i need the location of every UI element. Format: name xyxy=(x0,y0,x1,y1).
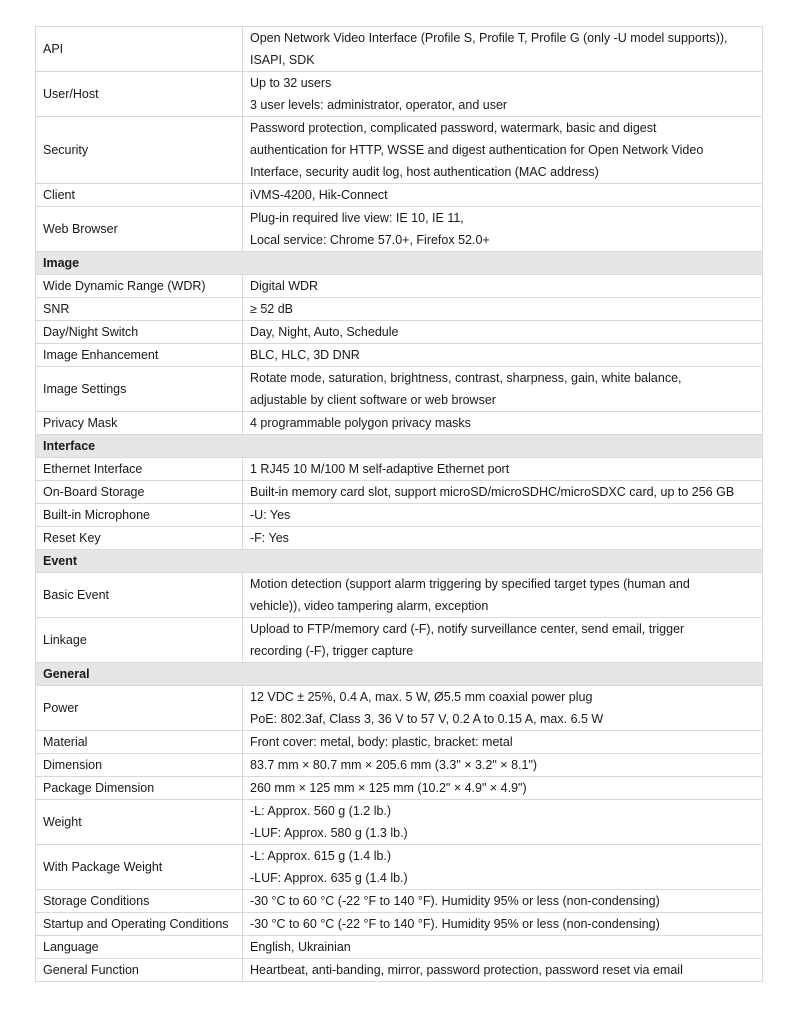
spec-label: Web Browser xyxy=(36,207,243,252)
section-title: General xyxy=(36,663,763,686)
spec-row xyxy=(36,481,763,504)
spec-row xyxy=(36,367,763,412)
spec-value-line: Plug-in required live view: IE 10, IE 11, xyxy=(250,211,464,225)
spec-value xyxy=(243,321,763,344)
spec-label: Language xyxy=(36,936,243,959)
spec-value-line: Day, Night, Auto, Schedule xyxy=(250,325,399,339)
spec-value xyxy=(243,731,763,754)
spec-label: Privacy Mask xyxy=(36,412,243,435)
spec-value-line: Interface, security audit log, host authentication (MAC address) xyxy=(250,165,599,179)
spec-row xyxy=(36,184,763,207)
spec-row xyxy=(36,504,763,527)
spec-label: Built-in Microphone xyxy=(36,504,243,527)
spec-row xyxy=(36,527,763,550)
spec-value-line: Local service: Chrome 57.0+, Firefox 52.0+ xyxy=(250,233,490,247)
spec-label: On-Board Storage xyxy=(36,481,243,504)
spec-value-line: Digital WDR xyxy=(250,279,319,293)
spec-row xyxy=(36,959,763,982)
spec-value xyxy=(243,936,763,959)
spec-value xyxy=(243,686,763,731)
spec-value xyxy=(243,458,763,481)
spec-value-line: 3 user levels: administrator, operator, and user xyxy=(250,98,508,112)
spec-value xyxy=(243,207,763,252)
spec-label: User/Host xyxy=(36,72,243,117)
spec-table-body xyxy=(36,27,763,982)
spec-value-line: Password protection, complicated password, watermark, basic and digest xyxy=(250,121,657,135)
spec-label: Storage Conditions xyxy=(36,890,243,913)
spec-value-line: 4 programmable polygon privacy masks xyxy=(250,416,471,430)
spec-value xyxy=(243,777,763,800)
spec-row xyxy=(36,890,763,913)
spec-row xyxy=(36,845,763,890)
spec-value xyxy=(243,913,763,936)
spec-value-line: recording (-F), trigger capture xyxy=(250,644,414,658)
spec-value xyxy=(243,117,763,184)
section-title: Event xyxy=(36,550,763,573)
spec-value-line: Rotate mode, saturation, brightness, contrast, sharpness, gain, white balance, xyxy=(250,371,682,385)
spec-value xyxy=(243,481,763,504)
spec-row xyxy=(36,573,763,618)
section-header-row xyxy=(36,550,763,573)
spec-value-line: -30 °C to 60 °C (-22 °F to 140 °F). Humidity 95% or less (non-condensing) xyxy=(250,917,660,931)
spec-label: API xyxy=(36,27,243,72)
spec-label: Day/Night Switch xyxy=(36,321,243,344)
spec-value xyxy=(243,845,763,890)
spec-value xyxy=(243,890,763,913)
spec-row xyxy=(36,800,763,845)
spec-value-line: -30 °C to 60 °C (-22 °F to 140 °F). Humidity 95% or less (non-condensing) xyxy=(250,894,660,908)
spec-label: Startup and Operating Conditions xyxy=(36,913,243,936)
spec-value-line: ≥ 52 dB xyxy=(250,302,293,316)
spec-label: Ethernet Interface xyxy=(36,458,243,481)
spec-value xyxy=(243,298,763,321)
spec-value xyxy=(243,527,763,550)
spec-label: Security xyxy=(36,117,243,184)
spec-label: Power xyxy=(36,686,243,731)
spec-label: Image Settings xyxy=(36,367,243,412)
spec-value xyxy=(243,275,763,298)
spec-value-line: -LUF: Approx. 635 g (1.4 lb.) xyxy=(250,871,408,885)
spec-value-line: authentication for HTTP, WSSE and digest authentication for Open Network Video xyxy=(250,143,704,157)
spec-value-line: Built-in memory card slot, support microSD/microSDHC/microSDXC card, up to 256 GB xyxy=(250,485,735,499)
spec-value xyxy=(243,72,763,117)
spec-value-line: 260 mm × 125 mm × 125 mm (10.2" × 4.9" × 4.9") xyxy=(250,781,527,795)
spec-value-line: -U: Yes xyxy=(250,508,291,522)
spec-row xyxy=(36,207,763,252)
section-header-row xyxy=(36,435,763,458)
spec-value-line: -L: Approx. 560 g (1.2 lb.) xyxy=(250,804,392,818)
spec-value-line: Heartbeat, anti-banding, mirror, password protection, password reset via email xyxy=(250,963,683,977)
spec-row xyxy=(36,936,763,959)
spec-row xyxy=(36,754,763,777)
spec-value xyxy=(243,504,763,527)
spec-row xyxy=(36,344,763,367)
spec-row xyxy=(36,298,763,321)
spec-label: Linkage xyxy=(36,618,243,663)
spec-value xyxy=(243,412,763,435)
spec-label: Wide Dynamic Range (WDR) xyxy=(36,275,243,298)
spec-value-line: PoE: 802.3af, Class 3, 36 V to 57 V, 0.2 A to 0.15 A, max. 6.5 W xyxy=(250,712,604,726)
spec-value-line: 83.7 mm × 80.7 mm × 205.6 mm (3.3" × 3.2" × 8.1") xyxy=(250,758,538,772)
section-title: Interface xyxy=(36,435,763,458)
spec-value xyxy=(243,573,763,618)
spec-row xyxy=(36,731,763,754)
spec-value-line: iVMS-4200, Hik-Connect xyxy=(250,188,388,202)
spec-label: Material xyxy=(36,731,243,754)
spec-value-line: Upload to FTP/memory card (-F), notify surveillance center, send email, trigger xyxy=(250,622,685,636)
spec-value-line: 1 RJ45 10 M/100 M self-adaptive Ethernet port xyxy=(250,462,510,476)
spec-value xyxy=(243,27,763,72)
spec-value xyxy=(243,618,763,663)
spec-label: Image Enhancement xyxy=(36,344,243,367)
spec-label: Dimension xyxy=(36,754,243,777)
spec-value xyxy=(243,367,763,412)
spec-label: Basic Event xyxy=(36,573,243,618)
spec-value xyxy=(243,344,763,367)
spec-label: Package Dimension xyxy=(36,777,243,800)
section-header-row xyxy=(36,663,763,686)
spec-value-line: ISAPI, SDK xyxy=(250,53,315,67)
section-title: Image xyxy=(36,252,763,275)
spec-value-line: -F: Yes xyxy=(250,531,289,545)
spec-label: Weight xyxy=(36,800,243,845)
spec-value xyxy=(243,959,763,982)
spec-row xyxy=(36,412,763,435)
spec-value-line: Open Network Video Interface (Profile S, Profile T, Profile G (only -U model supports)), xyxy=(250,31,728,45)
spec-value-line: BLC, HLC, 3D DNR xyxy=(250,348,360,362)
spec-label: General Function xyxy=(36,959,243,982)
spec-row xyxy=(36,458,763,481)
spec-label: SNR xyxy=(36,298,243,321)
spec-value-line: Front cover: metal, body: plastic, bracket: metal xyxy=(250,735,513,749)
spec-row xyxy=(36,72,763,117)
spec-row xyxy=(36,913,763,936)
spec-value-line: 12 VDC ± 25%, 0.4 A, max. 5 W, Ø5.5 mm coaxial power plug xyxy=(250,690,593,704)
spec-value-line: English, Ukrainian xyxy=(250,940,351,954)
spec-value-line: adjustable by client software or web browser xyxy=(250,393,496,407)
spec-value-line: Motion detection (support alarm triggering by specified target types (human and xyxy=(250,577,690,591)
spec-value-line: -LUF: Approx. 580 g (1.3 lb.) xyxy=(250,826,408,840)
spec-label: Client xyxy=(36,184,243,207)
spec-label: With Package Weight xyxy=(36,845,243,890)
spec-table xyxy=(35,26,763,982)
spec-label: Reset Key xyxy=(36,527,243,550)
spec-row xyxy=(36,275,763,298)
section-header-row xyxy=(36,252,763,275)
spec-row xyxy=(36,777,763,800)
spec-value xyxy=(243,800,763,845)
spec-value-line: -L: Approx. 615 g (1.4 lb.) xyxy=(250,849,392,863)
spec-row xyxy=(36,117,763,184)
spec-row xyxy=(36,27,763,72)
spec-value xyxy=(243,754,763,777)
spec-value-line: vehicle)), video tampering alarm, exception xyxy=(250,599,489,613)
spec-value xyxy=(243,184,763,207)
spec-row xyxy=(36,321,763,344)
spec-row xyxy=(36,618,763,663)
spec-value-line: Up to 32 users xyxy=(250,76,332,90)
spec-row xyxy=(36,686,763,731)
